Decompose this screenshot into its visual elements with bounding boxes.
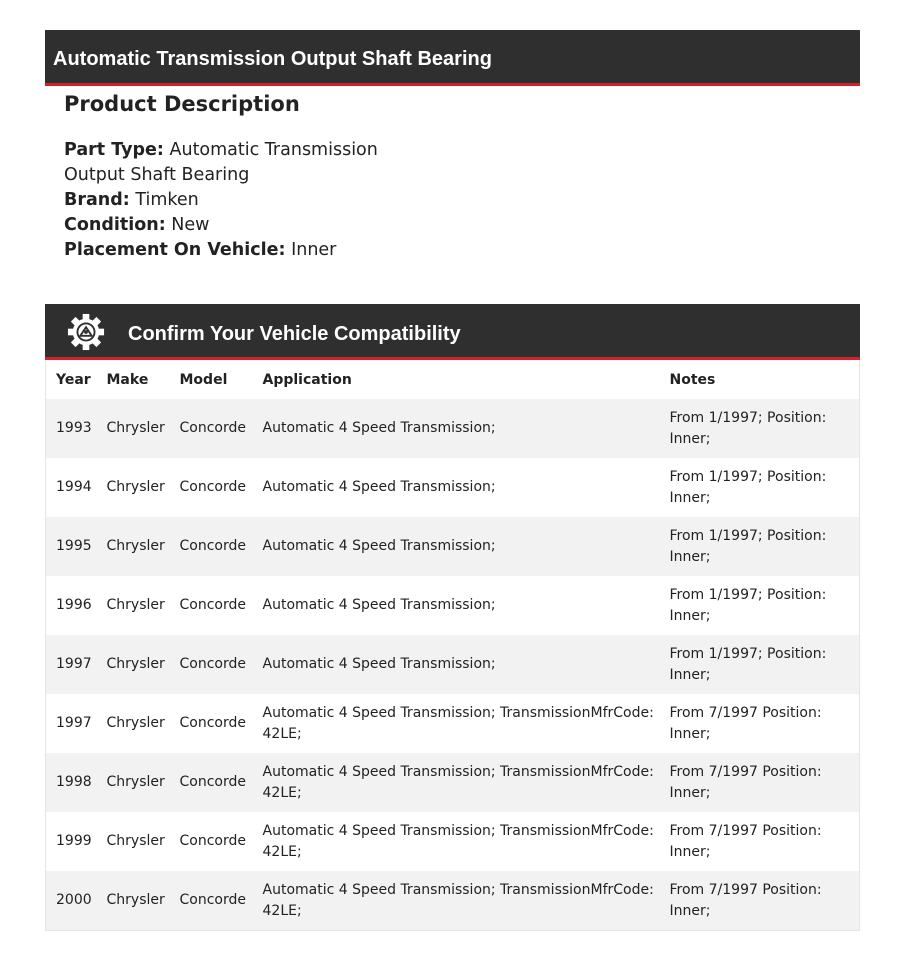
compatibility-table bbox=[45, 360, 860, 931]
cell-model: Concorde bbox=[179, 597, 246, 613]
column-header-model: Model bbox=[179, 371, 228, 388]
cell-notes: From 7/1997 Position: Inner; bbox=[669, 704, 822, 742]
field-label: Part Type: bbox=[64, 140, 164, 160]
cell-notes: From 7/1997 Position: Inner; bbox=[669, 822, 822, 860]
cell-year: 1995 bbox=[56, 538, 92, 554]
cell-make: Chrysler bbox=[106, 715, 165, 731]
cell-year: 1997 bbox=[56, 656, 92, 672]
cell-application: Automatic 4 Speed Transmission; bbox=[262, 420, 496, 436]
product-description bbox=[64, 92, 444, 263]
product-title-bar bbox=[45, 30, 860, 86]
table-row bbox=[46, 694, 860, 753]
cell-year: 1994 bbox=[56, 479, 92, 495]
field-value: Timken bbox=[135, 190, 199, 210]
cell-application: Automatic 4 Speed Transmission; bbox=[262, 479, 496, 495]
gear-icon bbox=[67, 313, 105, 351]
cell-notes: From 1/1997; Position: Inner; bbox=[669, 527, 827, 565]
compatibility-bar bbox=[45, 304, 860, 360]
cell-model: Concorde bbox=[179, 774, 246, 790]
cell-notes: From 1/1997; Position: Inner; bbox=[669, 645, 827, 683]
cell-notes: From 1/1997; Position: Inner; bbox=[669, 468, 827, 506]
cell-model: Concorde bbox=[179, 538, 246, 554]
cell-notes: From 1/1997; Position: Inner; bbox=[669, 586, 827, 624]
cell-notes: From 7/1997 Position: Inner; bbox=[669, 881, 822, 919]
cell-make: Chrysler bbox=[106, 479, 165, 495]
field-label: Placement On Vehicle: bbox=[64, 240, 286, 260]
cell-model: Concorde bbox=[179, 833, 246, 849]
cell-application: Automatic 4 Speed Transmission; TransmissionMfrCode: 42LE; bbox=[262, 763, 654, 801]
cell-make: Chrysler bbox=[106, 597, 165, 613]
column-header-year: Year bbox=[56, 371, 91, 388]
table-row bbox=[46, 576, 860, 635]
field-value: Inner bbox=[291, 240, 337, 260]
cell-application: Automatic 4 Speed Transmission; TransmissionMfrCode: 42LE; bbox=[262, 704, 654, 742]
table-row bbox=[46, 635, 860, 694]
description-heading: Product Description bbox=[64, 92, 300, 116]
cell-make: Chrysler bbox=[106, 420, 165, 436]
table-header-row bbox=[46, 360, 860, 399]
field-label: Condition: bbox=[64, 215, 166, 235]
field-value: Automatic Transmission Output Shaft Bearing bbox=[64, 140, 378, 185]
cell-year: 1996 bbox=[56, 597, 92, 613]
column-header-application: Application bbox=[262, 371, 352, 388]
column-header-make: Make bbox=[106, 371, 149, 388]
table-row bbox=[46, 871, 860, 931]
table-row bbox=[46, 399, 860, 458]
cell-make: Chrysler bbox=[106, 656, 165, 672]
field-label: Brand: bbox=[64, 190, 130, 210]
cell-model: Concorde bbox=[179, 656, 246, 672]
description-field bbox=[64, 138, 444, 188]
cell-year: 1999 bbox=[56, 833, 92, 849]
product-title: Automatic Transmission Output Shaft Bearing bbox=[53, 48, 492, 70]
description-field bbox=[64, 238, 444, 263]
cell-application: Automatic 4 Speed Transmission; bbox=[262, 656, 496, 672]
cell-model: Concorde bbox=[179, 715, 246, 731]
cell-make: Chrysler bbox=[106, 774, 165, 790]
column-header-notes: Notes bbox=[669, 371, 716, 388]
cell-model: Concorde bbox=[179, 479, 246, 495]
cell-make: Chrysler bbox=[106, 892, 165, 908]
cell-application: Automatic 4 Speed Transmission; bbox=[262, 538, 496, 554]
cell-year: 2000 bbox=[56, 892, 92, 908]
description-field bbox=[64, 213, 444, 238]
cell-year: 1997 bbox=[56, 715, 92, 731]
cell-application: Automatic 4 Speed Transmission; TransmissionMfrCode: 42LE; bbox=[262, 822, 654, 860]
cell-notes: From 7/1997 Position: Inner; bbox=[669, 763, 822, 801]
table-row bbox=[46, 753, 860, 812]
field-value: New bbox=[171, 215, 210, 235]
cell-make: Chrysler bbox=[106, 833, 165, 849]
table-row bbox=[46, 458, 860, 517]
cell-application: Automatic 4 Speed Transmission; TransmissionMfrCode: 42LE; bbox=[262, 881, 654, 919]
compatibility-title: Confirm Your Vehicle Compatibility bbox=[128, 323, 461, 345]
table-row bbox=[46, 517, 860, 576]
cell-notes: From 1/1997; Position: Inner; bbox=[669, 409, 827, 447]
cell-model: Concorde bbox=[179, 420, 246, 436]
cell-model: Concorde bbox=[179, 892, 246, 908]
cell-application: Automatic 4 Speed Transmission; bbox=[262, 597, 496, 613]
cell-year: 1998 bbox=[56, 774, 92, 790]
cell-year: 1993 bbox=[56, 420, 92, 436]
cell-make: Chrysler bbox=[106, 538, 165, 554]
description-field bbox=[64, 188, 444, 213]
table-row bbox=[46, 812, 860, 871]
